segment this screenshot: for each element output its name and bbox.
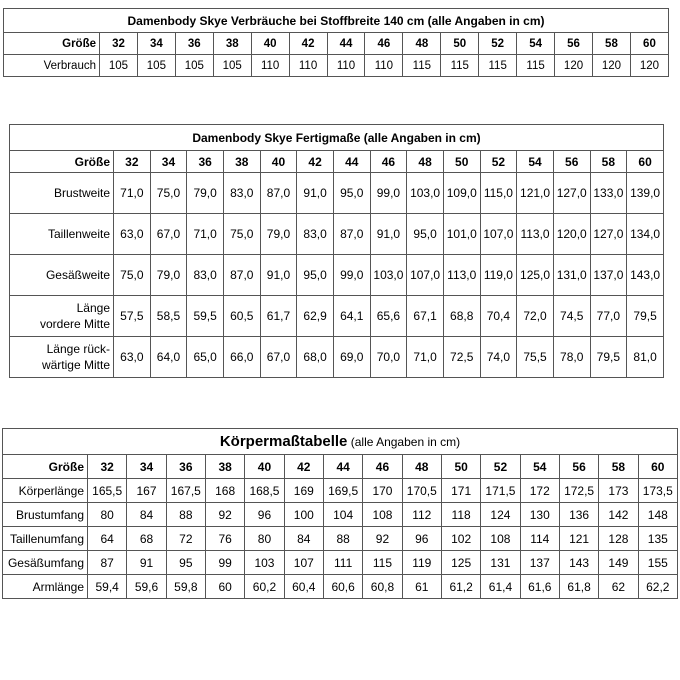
size-cell: 46 <box>363 455 402 479</box>
value-cell: 110 <box>365 55 403 77</box>
value-cell: 136 <box>559 503 598 527</box>
finished-measurements-title: Damenbody Skye Fertigmaße (alle Angaben in cm) <box>10 125 664 151</box>
size-cell: 44 <box>323 455 362 479</box>
value-cell: 87 <box>88 551 127 575</box>
value-cell: 173,5 <box>638 479 677 503</box>
size-cell: 50 <box>443 151 480 173</box>
table-row <box>10 296 664 337</box>
value-cell: 120 <box>555 55 593 77</box>
value-cell: 63,0 <box>114 337 151 378</box>
size-cell: 32 <box>114 151 151 173</box>
body-measurements-table <box>2 428 678 599</box>
value-cell: 67,0 <box>150 214 187 255</box>
size-cell: 32 <box>100 33 138 55</box>
value-cell: 92 <box>205 503 244 527</box>
table-row <box>3 551 678 575</box>
value-cell: 79,0 <box>187 173 224 214</box>
size-cell: 38 <box>205 455 244 479</box>
value-cell: 127,0 <box>553 173 590 214</box>
size-cell: 52 <box>481 455 520 479</box>
value-cell: 121 <box>559 527 598 551</box>
size-cell: 56 <box>559 455 598 479</box>
value-cell: 172,5 <box>559 479 598 503</box>
size-cell: 40 <box>251 33 289 55</box>
value-cell: 113,0 <box>517 214 554 255</box>
value-cell: 61,2 <box>441 575 480 599</box>
value-cell: 112 <box>402 503 441 527</box>
size-cell: 52 <box>480 151 517 173</box>
size-cell: 48 <box>402 455 441 479</box>
size-cell: 50 <box>441 33 479 55</box>
value-cell: 96 <box>245 503 284 527</box>
value-cell: 92 <box>363 527 402 551</box>
value-cell: 68,0 <box>297 337 334 378</box>
value-cell: 105 <box>175 55 213 77</box>
size-header-row <box>10 151 664 173</box>
value-cell: 130 <box>520 503 559 527</box>
finished-measurements-table <box>9 124 664 378</box>
value-cell: 133,0 <box>590 173 627 214</box>
value-cell: 120,0 <box>553 214 590 255</box>
size-label: Größe <box>10 151 114 173</box>
size-cell: 32 <box>88 455 127 479</box>
row-label: Gesäßumfang <box>3 551 88 575</box>
value-cell: 63,0 <box>114 214 151 255</box>
size-cell: 34 <box>127 455 166 479</box>
row-label: Armlänge <box>3 575 88 599</box>
value-cell: 61,4 <box>481 575 520 599</box>
value-cell: 75,0 <box>223 214 260 255</box>
value-cell: 103,0 <box>370 255 407 296</box>
value-cell: 165,5 <box>88 479 127 503</box>
size-cell: 58 <box>590 151 627 173</box>
size-header-row <box>3 455 678 479</box>
value-cell: 110 <box>327 55 365 77</box>
size-cell: 44 <box>327 33 365 55</box>
body-measurements-title-sub: (alle Angaben in cm) <box>350 435 461 449</box>
value-cell: 69,0 <box>333 337 370 378</box>
value-cell: 115 <box>517 55 555 77</box>
row-label: Verbrauch <box>4 55 100 77</box>
value-cell: 135 <box>638 527 677 551</box>
value-cell: 88 <box>323 527 362 551</box>
value-cell: 120 <box>630 55 668 77</box>
value-cell: 61,8 <box>559 575 598 599</box>
fabric-consumption-title: Damenbody Skye Verbräuche bei Stoffbreite 140 cm (alle Angaben in cm) <box>4 9 669 33</box>
value-cell: 75,5 <box>517 337 554 378</box>
value-cell: 74,5 <box>553 296 590 337</box>
table-row <box>10 255 664 296</box>
value-cell: 65,0 <box>187 337 224 378</box>
size-label: Größe <box>3 455 88 479</box>
value-cell: 96 <box>402 527 441 551</box>
value-cell: 84 <box>127 503 166 527</box>
row-label <box>10 337 114 378</box>
value-cell: 149 <box>599 551 638 575</box>
value-cell: 59,4 <box>88 575 127 599</box>
value-cell: 62 <box>599 575 638 599</box>
size-cell: 42 <box>297 151 334 173</box>
value-cell: 61,6 <box>520 575 559 599</box>
value-cell: 102 <box>441 527 480 551</box>
value-cell: 70,4 <box>480 296 517 337</box>
value-cell: 110 <box>289 55 327 77</box>
value-cell: 60,6 <box>323 575 362 599</box>
value-cell: 168,5 <box>245 479 284 503</box>
size-cell: 50 <box>441 455 480 479</box>
row-label: Körperlänge <box>3 479 88 503</box>
value-cell: 115,0 <box>480 173 517 214</box>
value-cell: 67,1 <box>407 296 444 337</box>
value-cell: 59,5 <box>187 296 224 337</box>
value-cell: 115 <box>441 55 479 77</box>
row-label: Brustweite <box>10 173 114 214</box>
value-cell: 172 <box>520 479 559 503</box>
body-measurements-title-main: Körpermaßtabelle <box>219 433 348 450</box>
value-cell: 65,6 <box>370 296 407 337</box>
value-cell: 108 <box>363 503 402 527</box>
size-cell: 38 <box>213 33 251 55</box>
value-cell: 91,0 <box>297 173 334 214</box>
size-cell: 42 <box>284 455 323 479</box>
row-label <box>10 296 114 337</box>
value-cell: 71,0 <box>114 173 151 214</box>
value-cell: 58,5 <box>150 296 187 337</box>
row-label-line2: vordere Mitte <box>39 317 110 331</box>
value-cell: 72,5 <box>443 337 480 378</box>
value-cell: 64,1 <box>333 296 370 337</box>
value-cell: 79,0 <box>150 255 187 296</box>
value-cell: 60,2 <box>245 575 284 599</box>
value-cell: 99,0 <box>370 173 407 214</box>
value-cell: 121,0 <box>517 173 554 214</box>
body-measurements-title <box>3 429 678 455</box>
size-cell: 60 <box>627 151 664 173</box>
value-cell: 91 <box>127 551 166 575</box>
value-cell: 134,0 <box>627 214 664 255</box>
size-cell: 40 <box>260 151 297 173</box>
value-cell: 95,0 <box>407 214 444 255</box>
value-cell: 75,0 <box>150 173 187 214</box>
value-cell: 87,0 <box>223 255 260 296</box>
fabric-consumption-table <box>3 8 669 77</box>
value-cell: 70,0 <box>370 337 407 378</box>
value-cell: 100 <box>284 503 323 527</box>
value-cell: 60,5 <box>223 296 260 337</box>
value-cell: 128 <box>599 527 638 551</box>
size-header-row <box>4 33 669 55</box>
value-cell: 64,0 <box>150 337 187 378</box>
value-cell: 60,4 <box>284 575 323 599</box>
value-cell: 105 <box>137 55 175 77</box>
value-cell: 91,0 <box>370 214 407 255</box>
table-row <box>3 479 678 503</box>
size-cell: 36 <box>187 151 224 173</box>
row-label: Brustumfang <box>3 503 88 527</box>
table-row <box>3 575 678 599</box>
value-cell: 84 <box>284 527 323 551</box>
value-cell: 57,5 <box>114 296 151 337</box>
size-cell: 40 <box>245 455 284 479</box>
value-cell: 95 <box>166 551 205 575</box>
value-cell: 119 <box>402 551 441 575</box>
value-cell: 169 <box>284 479 323 503</box>
value-cell: 59,6 <box>127 575 166 599</box>
value-cell: 111 <box>323 551 362 575</box>
size-cell: 54 <box>517 151 554 173</box>
value-cell: 87,0 <box>260 173 297 214</box>
value-cell: 120 <box>592 55 630 77</box>
value-cell: 64 <box>88 527 127 551</box>
size-cell: 52 <box>479 33 517 55</box>
value-cell: 91,0 <box>260 255 297 296</box>
value-cell: 124 <box>481 503 520 527</box>
value-cell: 76 <box>205 527 244 551</box>
value-cell: 125 <box>441 551 480 575</box>
value-cell: 67,0 <box>260 337 297 378</box>
value-cell: 105 <box>213 55 251 77</box>
row-label: Taillenumfang <box>3 527 88 551</box>
table-row <box>10 214 664 255</box>
value-cell: 107,0 <box>480 214 517 255</box>
size-cell: 38 <box>223 151 260 173</box>
value-cell: 78,0 <box>553 337 590 378</box>
size-cell: 56 <box>555 33 593 55</box>
value-cell: 108 <box>481 527 520 551</box>
value-cell: 72,0 <box>517 296 554 337</box>
value-cell: 131,0 <box>553 255 590 296</box>
value-cell: 83,0 <box>223 173 260 214</box>
value-cell: 171,5 <box>481 479 520 503</box>
row-label: Gesäßweite <box>10 255 114 296</box>
value-cell: 68,8 <box>443 296 480 337</box>
value-cell: 168 <box>205 479 244 503</box>
value-cell: 88 <box>166 503 205 527</box>
value-cell: 110 <box>251 55 289 77</box>
value-cell: 83,0 <box>297 214 334 255</box>
value-cell: 114 <box>520 527 559 551</box>
size-cell: 54 <box>520 455 559 479</box>
value-cell: 113,0 <box>443 255 480 296</box>
value-cell: 62,2 <box>638 575 677 599</box>
value-cell: 66,0 <box>223 337 260 378</box>
value-cell: 60,8 <box>363 575 402 599</box>
value-cell: 105 <box>100 55 138 77</box>
value-cell: 75,0 <box>114 255 151 296</box>
size-cell: 58 <box>599 455 638 479</box>
value-cell: 99 <box>205 551 244 575</box>
size-cell: 54 <box>517 33 555 55</box>
value-cell: 103 <box>245 551 284 575</box>
table-row <box>10 173 664 214</box>
table-row <box>4 55 669 77</box>
value-cell: 79,5 <box>590 337 627 378</box>
size-cell: 48 <box>403 33 441 55</box>
value-cell: 155 <box>638 551 677 575</box>
value-cell: 61,7 <box>260 296 297 337</box>
value-cell: 173 <box>599 479 638 503</box>
value-cell: 95,0 <box>297 255 334 296</box>
size-cell: 42 <box>289 33 327 55</box>
row-label-line2: wärtige Mitte <box>41 358 110 372</box>
value-cell: 127,0 <box>590 214 627 255</box>
value-cell: 139,0 <box>627 173 664 214</box>
value-cell: 71,0 <box>187 214 224 255</box>
value-cell: 103,0 <box>407 173 444 214</box>
value-cell: 143 <box>559 551 598 575</box>
value-cell: 171 <box>441 479 480 503</box>
value-cell: 104 <box>323 503 362 527</box>
value-cell: 169,5 <box>323 479 362 503</box>
value-cell: 95,0 <box>333 173 370 214</box>
size-cell: 36 <box>175 33 213 55</box>
value-cell: 131 <box>481 551 520 575</box>
size-label: Größe <box>4 33 100 55</box>
value-cell: 99,0 <box>333 255 370 296</box>
value-cell: 170,5 <box>402 479 441 503</box>
value-cell: 107,0 <box>407 255 444 296</box>
value-cell: 170 <box>363 479 402 503</box>
size-cell: 48 <box>407 151 444 173</box>
value-cell: 79,0 <box>260 214 297 255</box>
value-cell: 61 <box>402 575 441 599</box>
value-cell: 72 <box>166 527 205 551</box>
row-label-line1: Länge <box>76 301 110 315</box>
value-cell: 87,0 <box>333 214 370 255</box>
value-cell: 83,0 <box>187 255 224 296</box>
value-cell: 143,0 <box>627 255 664 296</box>
value-cell: 115 <box>479 55 517 77</box>
row-label-line1: Länge rück- <box>46 342 110 356</box>
value-cell: 80 <box>245 527 284 551</box>
value-cell: 118 <box>441 503 480 527</box>
size-cell: 56 <box>553 151 590 173</box>
size-cell: 34 <box>150 151 187 173</box>
value-cell: 167 <box>127 479 166 503</box>
value-cell: 81,0 <box>627 337 664 378</box>
value-cell: 74,0 <box>480 337 517 378</box>
value-cell: 80 <box>88 503 127 527</box>
row-label: Taillenweite <box>10 214 114 255</box>
value-cell: 115 <box>363 551 402 575</box>
size-cell: 34 <box>137 33 175 55</box>
table-row <box>3 527 678 551</box>
size-cell: 60 <box>630 33 668 55</box>
size-cell: 46 <box>370 151 407 173</box>
size-cell: 46 <box>365 33 403 55</box>
table-row <box>10 337 664 378</box>
value-cell: 68 <box>127 527 166 551</box>
size-cell: 36 <box>166 455 205 479</box>
value-cell: 109,0 <box>443 173 480 214</box>
value-cell: 60 <box>205 575 244 599</box>
value-cell: 107 <box>284 551 323 575</box>
value-cell: 79,5 <box>627 296 664 337</box>
value-cell: 101,0 <box>443 214 480 255</box>
table-row <box>3 503 678 527</box>
value-cell: 142 <box>599 503 638 527</box>
value-cell: 137,0 <box>590 255 627 296</box>
value-cell: 115 <box>403 55 441 77</box>
value-cell: 167,5 <box>166 479 205 503</box>
value-cell: 71,0 <box>407 337 444 378</box>
value-cell: 59,8 <box>166 575 205 599</box>
value-cell: 137 <box>520 551 559 575</box>
value-cell: 125,0 <box>517 255 554 296</box>
size-cell: 60 <box>638 455 677 479</box>
size-cell: 58 <box>592 33 630 55</box>
value-cell: 62,9 <box>297 296 334 337</box>
value-cell: 119,0 <box>480 255 517 296</box>
value-cell: 77,0 <box>590 296 627 337</box>
size-cell: 44 <box>333 151 370 173</box>
value-cell: 148 <box>638 503 677 527</box>
